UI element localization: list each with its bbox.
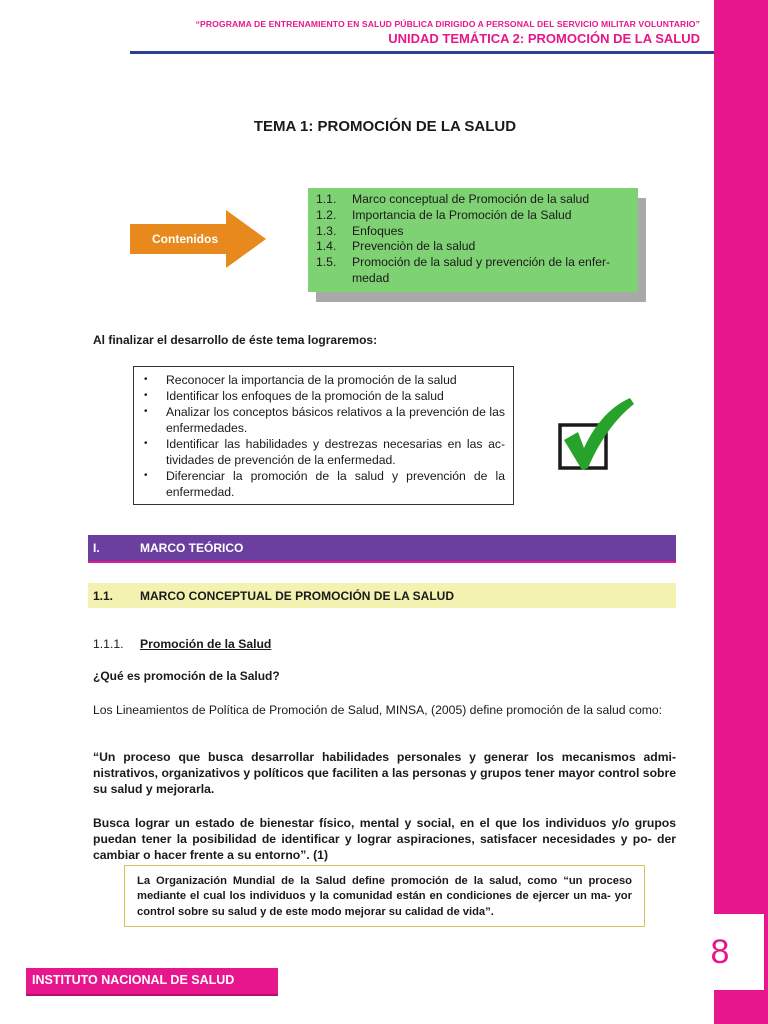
objective-text: Analizar los conceptos básicos relativos a la prevención de las enfermedades. xyxy=(166,405,505,435)
definition-paragraph: “Un proceso que busca desarrollar habilidades personales y generar los mecanismos admi- nistrativos, organizativos y políticos que faciliten a las personas y grupos tener mayor control sobre su salud y mejorarla. xyxy=(93,750,676,797)
objective-text: Identificar los enfoques de la promoción de la salud xyxy=(166,389,444,403)
contents-item xyxy=(316,208,630,224)
topic-title: TEMA 1: PROMOCIÓN DE LA SALUD xyxy=(253,118,517,135)
objective-item xyxy=(144,372,505,388)
bullet: • xyxy=(144,406,148,417)
objective-text: Identificar las habilidades y destrezas necesarias en las ac- tividades de prevención de la enfermedad. xyxy=(166,437,505,467)
contents-item-text: Importancia de la Promoción de la Salud xyxy=(352,207,572,222)
subsubsection-number: 1.1.1. xyxy=(93,637,124,651)
objective-item xyxy=(144,388,505,404)
contents-item-number: 1.4. xyxy=(316,239,337,254)
bullet: • xyxy=(144,470,148,481)
contents-item xyxy=(316,239,630,255)
checkmark-icon xyxy=(556,396,636,474)
section-title: MARCO TEÓRICO xyxy=(140,541,244,555)
contents-item-number: 1.1. xyxy=(316,192,337,206)
contents-item-number: 1.5. xyxy=(316,255,337,270)
subsubsection-title: Promoción de la Salud xyxy=(140,637,272,651)
objective-item xyxy=(144,436,505,468)
contents-list xyxy=(308,188,638,292)
header-program-title: “PROGRAMA DE ENTRENAMIENTO EN SALUD PÚBLICA DIRIGIDO A PERSONAL DEL SERVICIO MILITAR VOLUNTARIO” xyxy=(195,19,700,29)
bullet: • xyxy=(144,390,148,401)
contents-label: Contenidos xyxy=(152,232,218,246)
contents-item-number: 1.2. xyxy=(316,207,337,222)
contents-item-text: Enfoques xyxy=(352,223,404,238)
contents-item xyxy=(316,255,630,287)
contents-item xyxy=(316,192,630,208)
contents-item-number: 1.3. xyxy=(316,223,337,238)
contents-item-text: Prevenciòn de la salud xyxy=(352,239,476,254)
bullet: • xyxy=(144,374,148,385)
bullet: • xyxy=(144,438,148,449)
contents-item xyxy=(316,224,630,240)
objective-text: Diferenciar la promoción de la salud y prevención de la enfermedad. xyxy=(166,469,505,499)
who-quote-box: La Organización Mundial de la Salud define promoción de la salud, como “un proceso mediante el cual los individuos y la comunidad están en condiciones de ejercer un ma- yor control sobre su salud y de este modo mejorar su calidad de vida”. xyxy=(124,865,645,927)
objectives-intro: Al finalizar el desarrollo de éste tema lograremos: xyxy=(93,333,378,347)
objectives-list xyxy=(133,366,514,505)
subsection-title: MARCO CONCEPTUAL DE PROMOCIÓN DE LA SALUD xyxy=(140,589,455,603)
page-number: 8 xyxy=(668,914,764,990)
definition-paragraph: Busca lograr un estado de bienestar físico, mental y social, en el que los individuos y/o grupos puedan tener la posibilidad de identificar y lograr aspiraciones, satisfacer necesidades y po- der cambiar o hacer frente a su entorno”. (1) xyxy=(93,816,676,863)
right-margin-bar xyxy=(714,0,768,1024)
body-paragraph: Los Lineamientos de Política de Promoción de Salud, MINSA, (2005) define promoción de la salud como: xyxy=(93,703,663,717)
objective-text: Reconocer la importancia de la promoción de la salud xyxy=(166,373,457,387)
contents-item-text: Marco conceptual de Promoción de la salud xyxy=(352,192,590,206)
objective-item xyxy=(144,404,505,436)
header-unit-title: UNIDAD TEMÁTICA 2: PROMOCIÓN DE LA SALUD xyxy=(388,31,700,46)
contents-item-text: Promoción de la salud y prevención de la enfer- medad xyxy=(352,255,611,285)
header-divider xyxy=(130,51,714,54)
question-heading: ¿Qué es promoción de la Salud? xyxy=(93,669,280,683)
objective-item xyxy=(144,468,505,500)
subsection-number: 1.1. xyxy=(93,589,114,603)
footer-institution: INSTITUTO NACIONAL DE SALUD xyxy=(32,973,235,987)
section-number: I. xyxy=(93,541,100,555)
